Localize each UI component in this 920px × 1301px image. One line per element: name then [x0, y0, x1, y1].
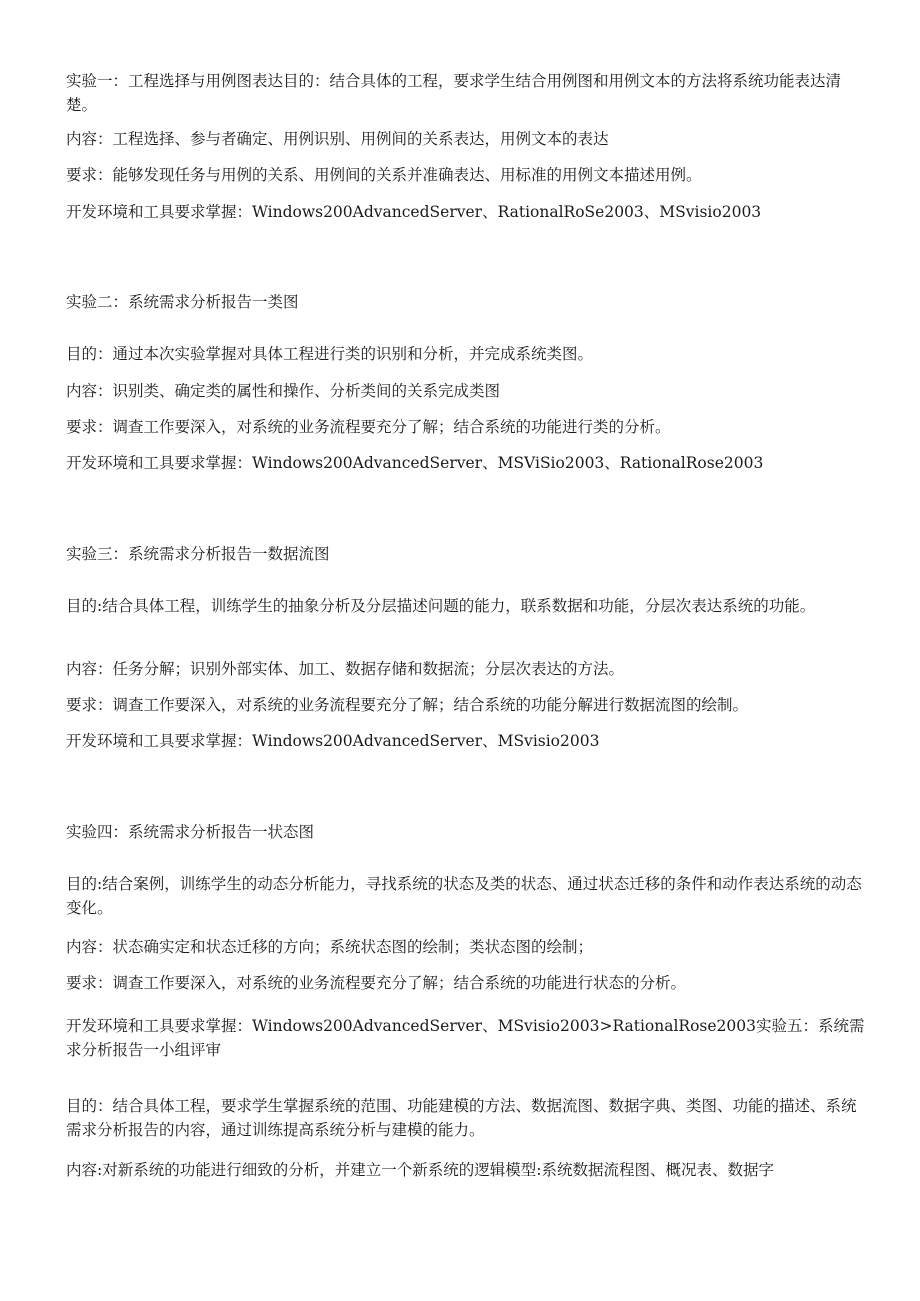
exp4-environment-exp5-heading: 开发环境和工具要求掌握：Windows200AdvancedServer、MSvisio2003>RationalRose2003实验五：系统需求分析报告一小组评审	[66, 1017, 865, 1059]
exp2-heading: 实验二：系统需求分析报告一类图	[66, 293, 299, 311]
exp1-heading-purpose: 实验一：工程选择与用例图表达目的：结合具体的工程，要求学生结合用例图和用例文本的方法将系统功能表达清楚。	[66, 72, 842, 114]
exp2-environment: 开发环境和工具要求掌握：Windows200AdvancedServer、MSViSio2003、RationalRose2003	[66, 454, 764, 472]
exp1-environment: 开发环境和工具要求掌握：Windows200AdvancedServer、RationalRoSe2003、MSvisio2003	[66, 203, 762, 221]
exp4-purpose: 目的:结合案例，训练学生的动态分析能力，寻找系统的状态及类的状态、通过状态迁移的条件和动作表达系统的动态变化。	[66, 875, 862, 917]
exp3-content: 内容：任务分解；识别外部实体、加工、数据存储和数据流；分层次表达的方法。	[66, 660, 625, 678]
exp2-purpose: 目的：通过本次实验掌握对具体工程进行类的识别和分析，并完成系统类图。	[66, 345, 594, 363]
exp3-requirement: 要求：调查工作要深入，对系统的业务流程要充分了解；结合系统的功能分解进行数据流图的绘制。	[66, 696, 749, 714]
exp1-content: 内容：工程选择、参与者确定、用例识别、用例间的关系表达，用例文本的表达	[66, 130, 609, 148]
exp5-purpose: 目的：结合具体工程，要求学生掌握系统的范围、功能建模的方法、数据流图、数据字典、类图、功能的描述、系统需求分析报告的内容，通过训练提高系统分析与建模的能力。	[66, 1097, 857, 1139]
exp4-requirement: 要求：调查工作要深入，对系统的业务流程要充分了解；结合系统的功能进行状态的分析。	[66, 974, 687, 992]
exp5-content: 内容:对新系统的功能进行细致的分析，并建立一个新系统的逻辑模型:系统数据流程图、概况表、数据字	[66, 1161, 774, 1179]
exp4-content: 内容：状态确实定和状态迁移的方向；系统状态图的绘制；类状态图的绘制；	[66, 938, 594, 956]
exp3-purpose: 目的:结合具体工程，训练学生的抽象分析及分层描述问题的能力，联系数据和功能，分层次表达系统的功能。	[66, 597, 816, 615]
exp1-requirement: 要求：能够发现任务与用例的关系、用例间的关系并准确表达、用标准的用例文本描述用例。	[66, 166, 702, 184]
exp4-heading: 实验四：系统需求分析报告一状态图	[66, 823, 315, 841]
exp2-content: 内容：识别类、确定类的属性和操作、分析类间的关系完成类图	[66, 382, 501, 400]
exp3-environment: 开发环境和工具要求掌握：Windows200AdvancedServer、MSvisio2003	[66, 732, 600, 750]
exp2-requirement: 要求：调查工作要深入，对系统的业务流程要充分了解；结合系统的功能进行类的分析。	[66, 418, 671, 436]
exp3-heading: 实验三：系统需求分析报告一数据流图	[66, 545, 330, 563]
